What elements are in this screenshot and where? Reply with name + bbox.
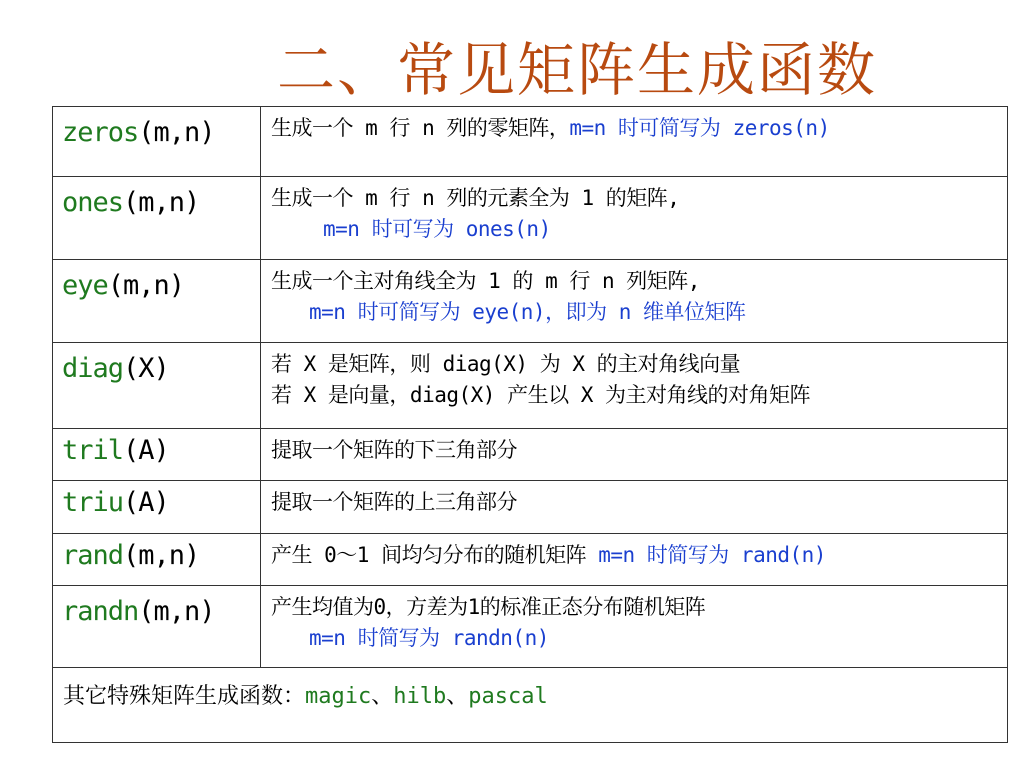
description-line: 生成一个主对角线全为 1 的 m 行 n 列矩阵, (271, 269, 700, 293)
function-args: (m,n) (138, 596, 215, 627)
description-line: 提取一个矩阵的上三角部分 (271, 490, 517, 514)
function-args: (m,n) (107, 270, 185, 301)
function-name-hilb: hilb (393, 684, 447, 709)
table-row-rand (53, 534, 1008, 586)
table-row-diag (53, 343, 1008, 429)
function-table (52, 106, 1008, 743)
function-name: diag (62, 353, 124, 384)
function-args: (X) (123, 353, 169, 384)
function-name: ones (62, 187, 124, 218)
function-args: (m,n) (123, 540, 200, 571)
description-line: 若 X 是矩阵，则 diag(X) 为 X 的主对角线向量 (271, 352, 741, 376)
function-args: (A) (123, 435, 169, 466)
description-line (271, 540, 1007, 571)
separator: 、 (371, 684, 394, 709)
function-name: tril (62, 435, 124, 466)
description-highlight: m=n 时可写为 ones(n) (323, 217, 551, 241)
table-row-zeros (53, 107, 1008, 177)
function-args: (m,n) (138, 117, 215, 148)
description-text: 生成一个 m 行 n 列的零矩阵， (271, 116, 570, 140)
function-name: randn (62, 596, 139, 627)
function-description-cell (261, 260, 1008, 343)
function-description-cell (261, 107, 1008, 177)
slide-title: 二、常见矩阵生成函数 (276, 36, 877, 104)
function-description-cell (261, 586, 1008, 668)
function-name: rand (62, 540, 124, 571)
table-row-eye (53, 260, 1008, 343)
table-row-triu (53, 481, 1008, 534)
function-name-cell (53, 586, 261, 668)
table-row-ones (53, 177, 1008, 260)
description-line: 提取一个矩阵的下三角部分 (271, 438, 517, 462)
table-row-randn (53, 586, 1008, 668)
function-name-cell (53, 343, 261, 429)
table-footer-row (53, 668, 1008, 743)
description-highlight: m=n 时可简写为 zeros(n) (569, 116, 830, 140)
function-name: zeros (62, 117, 139, 148)
function-description-cell (261, 429, 1008, 481)
separator: 、 (446, 684, 469, 709)
function-name-cell (53, 260, 261, 343)
description-text: 产生 0～1 间均匀分布的随机矩阵 (271, 543, 599, 567)
function-name-cell (53, 534, 261, 586)
description-highlight: m=n 时可简写为 eye(n)，即为 n 维单位矩阵 (309, 300, 746, 324)
function-description-cell (261, 177, 1008, 260)
function-name-cell (53, 429, 261, 481)
table-row-tril (53, 429, 1008, 481)
function-name-cell (53, 177, 261, 260)
description-line: 生成一个 m 行 n 列的元素全为 1 的矩阵, (271, 186, 680, 210)
description-line (271, 113, 1007, 144)
function-name-cell (53, 481, 261, 534)
description-line: 产生均值为0，方差为1的标准正态分布随机矩阵 (271, 595, 706, 619)
function-args: (A) (123, 487, 169, 518)
other-functions-label: 其它特殊矩阵生成函数： (63, 684, 306, 709)
function-name: triu (62, 487, 124, 518)
function-description-cell (261, 481, 1008, 534)
function-name-cell (53, 107, 261, 177)
function-name: eye (62, 270, 108, 301)
description-highlight: m=n 时简写为 rand(n) (598, 543, 826, 567)
function-description-cell (261, 534, 1008, 586)
function-name-magic: magic (305, 684, 372, 709)
function-description-cell (261, 343, 1008, 429)
description-line: 若 X 是向量，diag(X) 产生以 X 为主对角线的对角矩阵 (271, 383, 811, 407)
other-functions-cell (53, 668, 1008, 743)
description-highlight: m=n 时简写为 randn(n) (309, 626, 549, 650)
function-args: (m,n) (123, 187, 200, 218)
function-name-pascal: pascal (468, 684, 548, 709)
